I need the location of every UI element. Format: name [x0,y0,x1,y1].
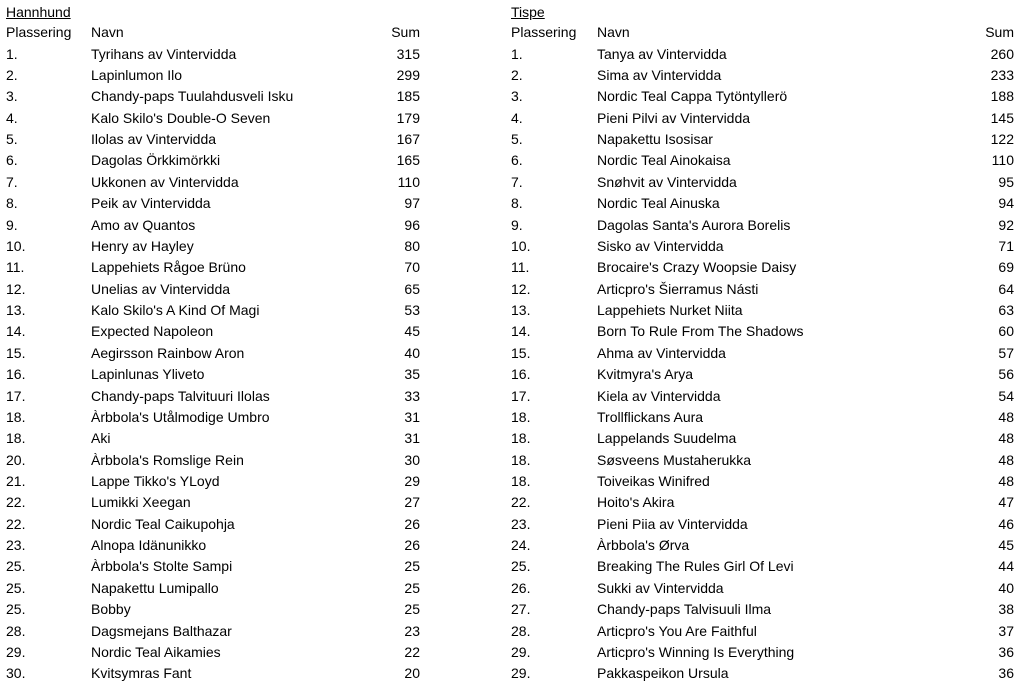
male-table-row [6,621,420,642]
female-row-sum: 48 [998,408,1014,425]
female-row-name: Kvitmyra's Arya [597,366,694,383]
male-table-row [6,578,420,599]
male-row-name: Bobby [91,601,131,618]
male-row-name: Kalo Skilo's Double-O Seven [91,109,271,126]
male-row-rank: 10. [6,237,26,254]
male-table-row [6,236,420,257]
female-row-sum: 40 [998,579,1014,596]
male-row-sum: 96 [404,216,420,233]
female-row-name: Sukki av Vintervidda [597,579,724,596]
female-row-name: Hoito's Akira [597,494,675,511]
male-table-row [6,279,420,300]
male-row-rank: 25. [6,579,26,596]
female-row-rank: 17. [511,387,531,404]
female-table-row [511,279,1014,300]
male-row-name: Expected Napoleon [91,323,214,340]
female-table-row [511,407,1014,428]
male-row-name: Nordic Teal Caikupohja [91,515,235,532]
female-row-name: Chandy-paps Talvisuuli Ilma [597,601,772,618]
male-table-row [6,65,420,86]
female-table-row [511,321,1014,342]
female-row-name: Pieni Piia av Vintervidda [597,515,748,532]
male-row-rank: 3. [6,88,18,105]
male-row-rank: 30. [6,665,26,682]
female-table-row [511,172,1014,193]
female-row-name: Lappehiets Nurket Niita [597,302,743,319]
male-row-name: Henry av Hayley [91,237,194,254]
female-row-rank: 24. [511,537,531,554]
female-row-name: Lappelands Suudelma [597,430,737,447]
male-row-name: Napakettu Lumipallo [91,579,219,596]
male-table-row [6,514,420,535]
male-row-name: Lappehiets Rågoe Brüno [91,259,246,276]
male-row-rank: 22. [6,494,26,511]
male-table-row [6,386,420,407]
male-row-name: Lappe Tikko's YLoyd [91,473,220,489]
male-row-sum: 25 [404,558,420,575]
female-table-row [511,364,1014,385]
female-row-rank: 11. [511,259,530,276]
female-row-rank: 25. [511,558,531,575]
female-table-row [511,599,1014,620]
female-row-name: Nordic Teal Ainokaisa [597,152,731,169]
female-row-name: Àrbbola's Ørva [597,537,690,554]
female-row-rank: 3. [511,88,523,105]
female-row-rank: 4. [511,109,523,126]
female-table-row [511,236,1014,257]
male-row-rank: 22. [6,515,26,532]
female-row-rank: 27. [511,601,531,618]
female-row-name: Napakettu Isosisar [597,131,713,148]
male-header-row [6,22,420,43]
male-section-title: Hannhund [6,4,71,20]
female-row-name: Ahma av Vintervidda [597,344,726,361]
male-row-name: Àrbbola's Utålmodige Umbro [91,408,270,425]
female-table-row [511,386,1014,407]
female-row-sum: 60 [998,323,1014,340]
female-section-title: Tispe [511,4,545,20]
male-table-row [6,642,420,663]
male-row-rank: 6. [6,152,18,169]
female-table-row [511,492,1014,513]
male-row-sum: 53 [404,302,420,319]
female-header-sum: Sum [985,24,1014,40]
female-row-rank: 18. [511,473,531,489]
male-row-sum: 35 [404,366,420,383]
female-row-name: Pakkaspeikon Ursula [597,665,729,682]
female-header-row [511,22,1014,43]
male-table-row [6,428,420,449]
male-row-sum: 110 [397,173,420,190]
female-table-row [511,300,1014,321]
female-row-sum: 94 [998,195,1014,212]
female-row-sum: 48 [998,473,1014,489]
male-row-name: Àrbbola's Stolte Sampi [91,558,233,575]
male-row-name: Peik av Vintervidda [91,195,211,212]
female-row-rank: 6. [511,152,523,169]
male-row-sum: 23 [404,622,420,639]
male-row-name: Kvitsymras Fant [91,665,192,682]
male-row-sum: 31 [404,408,420,425]
male-row-name: Lumikki Xeegan [91,494,191,511]
female-table-row [511,257,1014,278]
male-row-sum: 167 [396,131,420,148]
male-row-rank: 8. [6,195,18,212]
female-row-name: Søsveens Mustaherukka [597,451,752,468]
female-row-name: Dagolas Santa's Aurora Borelis [597,216,791,233]
female-row-rank: 12. [511,280,531,297]
female-row-name: Trollflickans Aura [597,408,704,425]
female-row-sum: 48 [998,430,1014,447]
male-row-rank: 13. [6,302,26,319]
female-row-sum: 37 [998,622,1014,639]
male-row-name: Àrbbola's Romslige Rein [91,451,244,468]
male-table-row [6,450,420,471]
male-row-sum: 30 [404,451,420,468]
female-table-row [511,65,1014,86]
male-table-row [6,535,420,556]
male-row-sum: 22 [404,643,420,660]
male-row-name: Ukkonen av Vintervidda [91,173,239,190]
female-row-sum: 54 [998,387,1014,404]
male-row-name: Lapinlunas Yliveto [91,366,205,383]
female-table-row [511,428,1014,449]
female-row-rank: 15. [511,344,531,361]
male-header-sum: Sum [391,24,420,40]
female-row-rank: 8. [511,195,523,212]
female-row-rank: 23. [511,515,531,532]
female-table-row [511,193,1014,214]
female-row-name: Sima av Vintervidda [597,66,722,83]
female-row-rank: 14. [511,323,531,340]
male-table-row [6,86,420,107]
female-row-sum: 48 [998,451,1014,468]
male-row-rank: 28. [6,622,26,639]
female-table-row [511,215,1014,236]
female-row-rank: 16. [511,366,531,383]
female-row-rank: 28. [511,622,531,639]
male-row-rank: 18. [6,408,26,425]
female-table-row [511,471,1014,492]
male-row-rank: 20. [6,451,26,468]
female-row-sum: 188 [990,88,1014,105]
female-row-sum: 92 [998,216,1014,233]
female-table-row [511,450,1014,471]
male-row-name: Kalo Skilo's A Kind Of Magi [91,302,260,319]
female-row-sum: 145 [990,109,1014,126]
male-table-row [6,300,420,321]
male-row-rank: 18. [6,430,26,447]
female-row-rank: 10. [511,237,531,254]
female-table-row [511,343,1014,364]
female-row-name: Tanya av Vintervidda [597,45,727,62]
male-row-sum: 27 [404,494,420,511]
female-row-sum: 260 [990,45,1014,62]
female-table-row [511,663,1014,684]
male-table-row [6,492,420,513]
female-row-sum: 44 [998,558,1014,575]
male-row-rank: 12. [6,280,26,297]
male-row-rank: 29. [6,643,26,660]
male-row-rank: 16. [6,366,26,383]
female-row-sum: 71 [998,237,1014,254]
female-row-sum: 47 [998,494,1014,511]
male-row-name: Chandy-paps Tuulahdusveli Isku [91,88,294,105]
female-row-rank: 5. [511,131,523,148]
male-row-rank: 1. [6,45,18,62]
male-row-name: Unelias av Vintervidda [91,280,231,297]
male-row-sum: 65 [404,280,420,297]
female-row-name: Articpro's You Are Faithful [597,622,757,639]
female-table-row [511,535,1014,556]
male-table-row [6,364,420,385]
female-row-sum: 64 [998,280,1014,297]
male-row-name: Aki [91,430,111,447]
male-header-rank: Plassering [6,24,72,40]
female-row-rank: 2. [511,66,523,83]
male-row-name: Lapinlumon Ilo [91,66,183,83]
male-table-row [6,215,420,236]
female-row-name: Brocaire's Crazy Woopsie Daisy [597,259,797,276]
male-table-row [6,343,420,364]
male-table-row [6,599,420,620]
male-row-name: Dagolas Örkkimörkki [91,152,221,169]
female-row-sum: 36 [998,643,1014,660]
male-row-sum: 33 [404,387,420,404]
female-table-row [511,578,1014,599]
female-row-sum: 110 [991,152,1014,169]
male-row-sum: 80 [404,237,420,254]
male-row-name: Amo av Quantos [91,216,196,233]
female-table-row [511,514,1014,535]
male-row-rank: 17. [6,387,26,404]
female-row-rank: 22. [511,494,531,511]
male-row-rank: 4. [6,109,18,126]
female-row-sum: 36 [998,665,1014,682]
male-row-rank: 14. [6,323,26,340]
female-row-sum: 122 [990,131,1014,148]
male-row-rank: 9. [6,216,18,233]
male-row-sum: 315 [396,45,420,62]
male-row-sum: 20 [404,665,420,682]
female-row-sum: 38 [998,601,1014,618]
male-table-row [6,556,420,577]
female-row-rank: 18. [511,451,531,468]
female-header-rank: Plassering [511,24,577,40]
male-row-rank: 25. [6,601,26,618]
male-row-rank: 25. [6,558,26,575]
female-row-sum: 63 [998,302,1014,319]
male-table-row [6,257,420,278]
female-row-rank: 1. [511,45,523,62]
female-row-rank: 29. [511,665,531,682]
male-row-name: Aegirsson Rainbow Aron [91,344,245,361]
female-row-rank: 7. [511,173,523,190]
male-row-sum: 185 [396,88,420,105]
female-table-row [511,108,1014,129]
male-row-sum: 25 [404,601,420,618]
male-row-rank: 21. [6,473,26,489]
male-row-sum: 299 [396,66,420,83]
male-header-name: Navn [91,24,124,40]
female-row-rank: 18. [511,408,531,425]
male-row-name: Nordic Teal Aikamies [91,643,221,660]
female-row-name: Articpro's Winning Is Everything [597,643,795,660]
female-table-row [511,621,1014,642]
male-row-sum: 26 [404,515,420,532]
male-row-sum: 31 [404,430,420,447]
female-row-sum: 46 [998,515,1014,532]
male-table-row [6,193,420,214]
male-table-row [6,407,420,428]
female-row-rank: 26. [511,579,531,596]
male-row-sum: 45 [404,323,420,340]
male-table-row [6,471,420,492]
female-row-name: Nordic Teal Cappa Tytöntyllerö [597,88,788,105]
female-row-rank: 13. [511,302,531,319]
male-row-sum: 179 [396,109,420,126]
female-header-name: Navn [597,24,630,40]
male-row-sum: 97 [404,195,420,212]
female-table-row [511,556,1014,577]
female-row-name: Articpro's Šierramus Násti [597,280,759,297]
female-row-sum: 56 [998,366,1014,383]
female-row-name: Born To Rule From The Shadows [597,323,804,340]
male-row-sum: 29 [404,473,420,489]
female-table-row [511,150,1014,171]
male-table-row [6,150,420,171]
female-table-row [511,129,1014,150]
male-row-name: Chandy-paps Talvituuri Ilolas [91,387,270,404]
male-row-sum: 25 [404,579,420,596]
female-row-rank: 9. [511,216,523,233]
female-row-sum: 57 [998,344,1014,361]
male-table-row [6,108,420,129]
female-row-rank: 18. [511,430,531,447]
male-row-rank: 23. [6,537,26,554]
male-row-name: Tyrihans av Vintervidda [91,45,237,62]
male-row-name: Dagsmejans Balthazar [91,622,232,639]
male-table-row [6,129,420,150]
male-row-name: Alnopa Idänunikko [91,537,207,554]
male-table-row [6,172,420,193]
male-row-sum: 165 [396,152,420,169]
female-table-row [511,44,1014,65]
male-row-rank: 15. [6,344,26,361]
male-row-sum: 70 [404,259,420,276]
male-row-rank: 7. [6,173,18,190]
female-table-row [511,642,1014,663]
male-row-sum: 40 [404,344,420,361]
male-row-rank: 2. [6,66,18,83]
male-row-name: Ilolas av Vintervidda [91,131,217,148]
female-row-sum: 233 [990,66,1014,83]
male-table-row [6,44,420,65]
female-row-name: Toiveikas Winifred [597,473,710,489]
male-table-row [6,663,420,684]
female-row-name: Nordic Teal Ainuska [597,195,720,212]
female-row-sum: 45 [998,537,1014,554]
male-row-rank: 11. [6,259,25,276]
female-row-name: Pieni Pilvi av Vintervidda [597,109,751,126]
female-row-sum: 69 [998,259,1014,276]
female-row-name: Kiela av Vintervidda [597,387,721,404]
female-row-name: Breaking The Rules Girl Of Levi [597,558,794,575]
female-table-row [511,86,1014,107]
male-row-sum: 26 [404,537,420,554]
female-row-name: Snøhvit av Vintervidda [597,173,737,190]
male-table-row [6,321,420,342]
female-row-rank: 29. [511,643,531,660]
male-row-rank: 5. [6,131,18,148]
female-row-sum: 95 [998,173,1014,190]
female-row-name: Sisko av Vintervidda [597,237,724,254]
